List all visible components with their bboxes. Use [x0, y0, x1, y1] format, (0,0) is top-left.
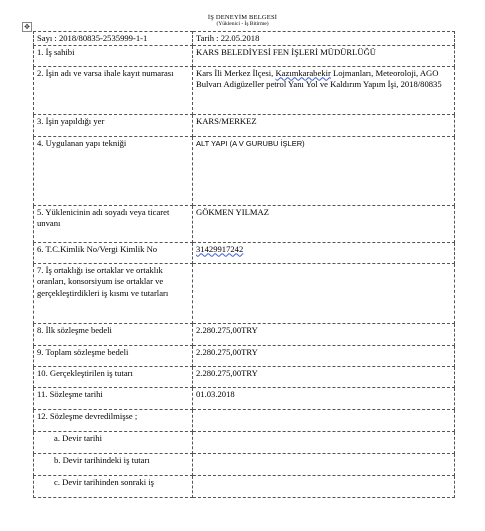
- devir-value[interactable]: [193, 409, 455, 431]
- yuklenici-label[interactable]: 5. Yüklenicinin adı soyadı veya ticaret unvanı: [34, 205, 193, 242]
- kimlik-no-text: 31429917242: [196, 243, 244, 254]
- isin-adi-value-part-a: Kars İli Merkez İlçesi,: [196, 67, 276, 78]
- table-row-yapildigi-yer: [34, 114, 455, 136]
- yuklenici-value[interactable]: GÖKMEN YILMAZ: [193, 205, 455, 242]
- gerceklestirilen-value[interactable]: 2.280.275,00TRY: [193, 366, 455, 387]
- kimlik-no-value[interactable]: [193, 242, 455, 263]
- yapi-teknigi-value[interactable]: ALT YAPI (A V GURUBU İŞLER): [193, 136, 455, 205]
- sozlesme-tarihi-value[interactable]: 01.03.2018: [193, 387, 455, 409]
- table-row-devir: [34, 409, 455, 431]
- sayi-label[interactable]: Sayı : 2018/80835-2535999-1-1: [34, 32, 193, 46]
- gerceklestirilen-label[interactable]: 10. Gerçekleştirilen iş tutarı: [34, 366, 193, 387]
- table-row-gerceklestirilen: [34, 366, 455, 387]
- devir-label[interactable]: 12. Sözleşme devredilmişse ;: [34, 409, 193, 431]
- yapi-teknigi-label[interactable]: 4. Uygulanan yapı tekniği: [34, 136, 193, 205]
- devir-sonraki-label[interactable]: c. Devir tarihinden sonraki iş: [34, 475, 193, 497]
- yapildigi-yer-label[interactable]: 3. İşin yapıldığı yer: [34, 114, 193, 136]
- table-row-toplam-sozlesme: [34, 345, 455, 366]
- isin-adi-label[interactable]: 2. İşin adı ve varsa ihale kayıt numarası: [34, 66, 193, 114]
- is-sahibi-value[interactable]: KARS BELEDİYESİ FEN İŞLERİ MÜDÜRLÜĞÜ: [193, 45, 455, 66]
- table-row-isin-adi: [34, 66, 455, 114]
- devir-tarihi-value[interactable]: [193, 431, 455, 453]
- table-row-yuklenici: [34, 205, 455, 242]
- devir-sonraki-value[interactable]: [193, 475, 455, 497]
- is-ortakligi-value[interactable]: [193, 263, 455, 323]
- devir-is-tutari-value[interactable]: [193, 453, 455, 475]
- table-row-sozlesme-tarihi: [34, 387, 455, 409]
- table-row-sayi: [34, 32, 455, 46]
- table-row-is-ortakligi: [34, 263, 455, 323]
- sozlesme-tarihi-label[interactable]: 11. Sözleşme tarihi: [34, 387, 193, 409]
- ilk-sozlesme-label[interactable]: 8. İlk sözleşme bedeli: [34, 323, 193, 345]
- table-row-devir-is-tutari: [34, 453, 455, 475]
- isin-adi-value-part-c: Lojmanları, Meteoroloji, AGO Bulvarı Adigüzeller petrol Yanı Yol ve Kaldırım Yapım İşi, 2018/80835: [196, 67, 442, 89]
- isin-adi-value-misspelled: Kazımkarabekir: [275, 67, 331, 78]
- table-move-handle-icon[interactable]: ✥: [22, 22, 32, 32]
- devir-tarihi-label[interactable]: a. Devir tarihi: [34, 431, 193, 453]
- document-subtitle: (Yüklenici - İş Bitirme): [216, 21, 269, 27]
- is-sahibi-label[interactable]: 1. İş sahibi: [34, 45, 193, 66]
- table-row-ilk-sozlesme: [34, 323, 455, 345]
- toplam-sozlesme-value[interactable]: 2.280.275,00TRY: [193, 345, 455, 366]
- yapildigi-yer-value[interactable]: KARS/MERKEZ: [193, 114, 455, 136]
- table-row-yapi-teknigi: [34, 136, 455, 205]
- table-row-devir-sonraki: [34, 475, 455, 497]
- tarih-value[interactable]: Tarih : 22.05.2018: [193, 32, 455, 46]
- experience-certificate-table: [33, 31, 455, 498]
- devir-is-tutari-label[interactable]: b. Devir tarihindeki iş tutarı: [34, 453, 193, 475]
- table-row-kimlik-no: [34, 242, 455, 263]
- ilk-sozlesme-value[interactable]: 2.280.275,00TRY: [193, 323, 455, 345]
- document-title: İŞ DENEYİM BELGESİ: [207, 14, 278, 21]
- kimlik-no-label[interactable]: 6. T.C.Kimlik No/Vergi Kimlik No: [34, 242, 193, 263]
- toplam-sozlesme-label[interactable]: 9. Toplam sözleşme bedeli: [34, 345, 193, 366]
- table-row-devir-tarihi: [34, 431, 455, 453]
- table-row-is-sahibi: [34, 45, 455, 66]
- is-ortakligi-label[interactable]: 7. İş ortaklığı ise ortaklar ve ortaklık oranları, konsorsiyum ise ortaklar ve gerçekleştirdikleri iş kısmı ve tutarları: [34, 263, 193, 323]
- isin-adi-value[interactable]: [193, 66, 455, 114]
